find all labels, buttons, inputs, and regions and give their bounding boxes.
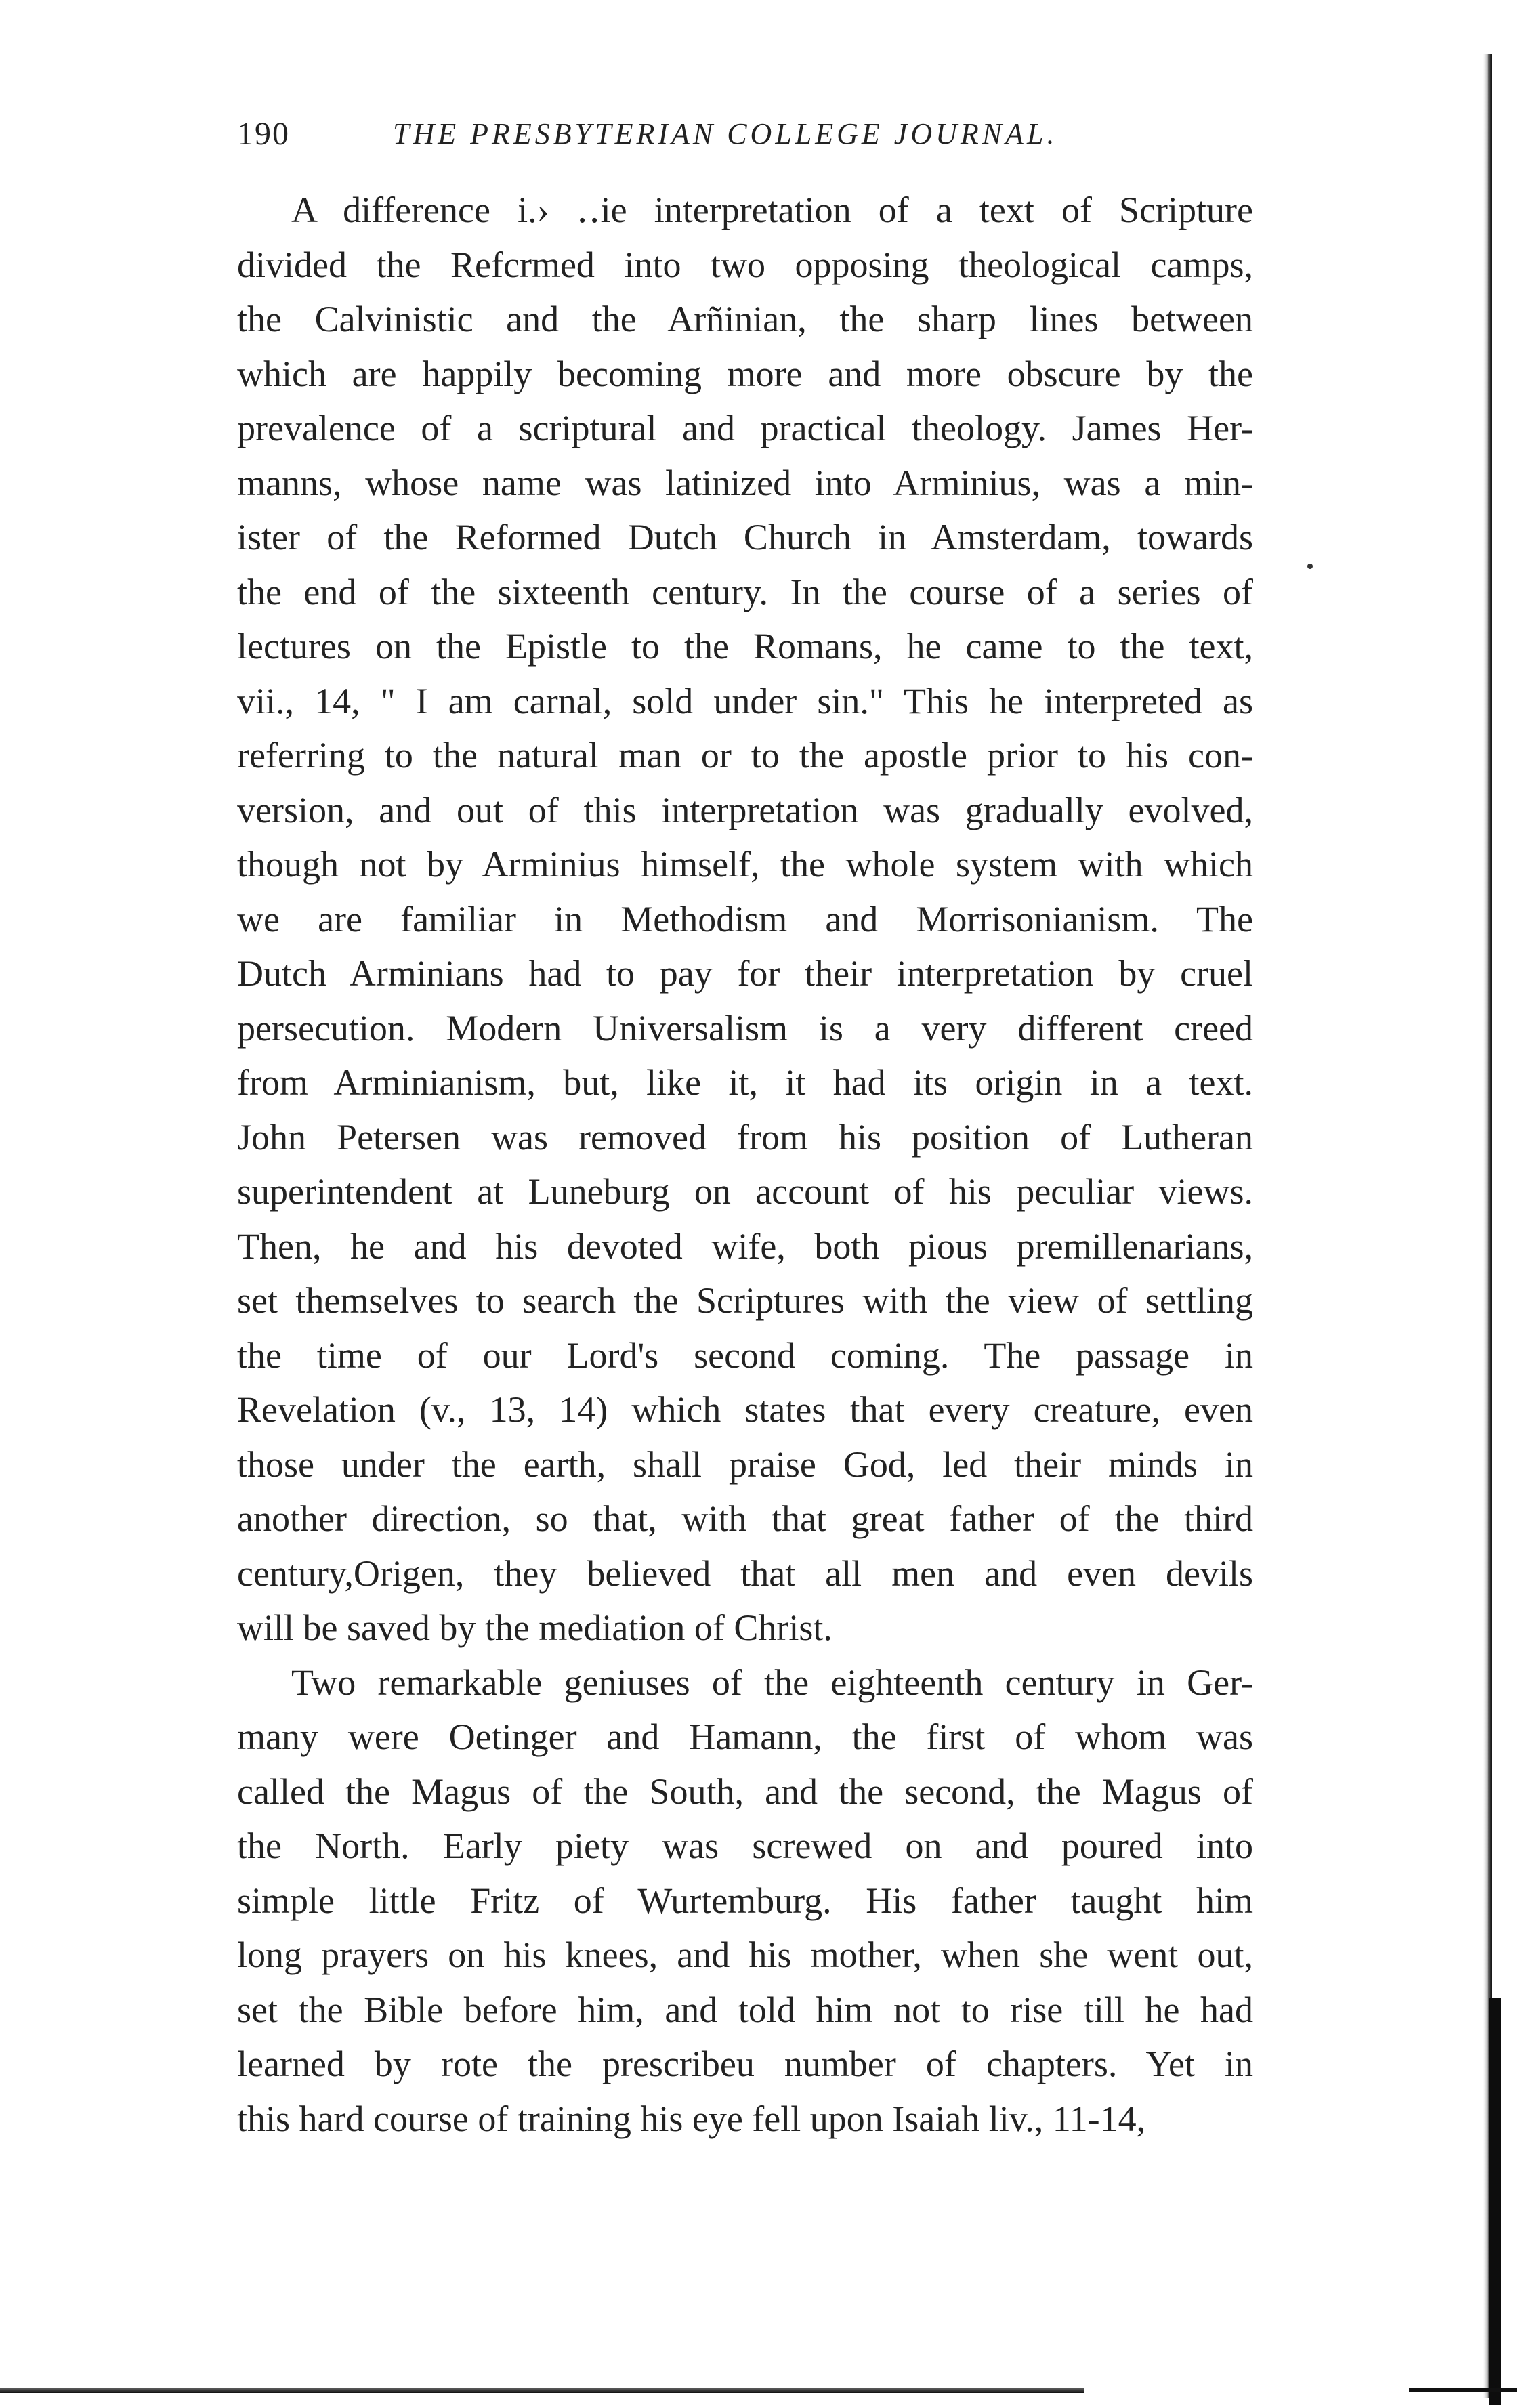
ink-dot-mark (1307, 564, 1313, 569)
text-line: century,Origen, they believed that all men and even devils (237, 1552, 1253, 1594)
text-line: persecution. Modern Universalism is a very different creed (237, 1007, 1253, 1049)
text-line: this hard course of training his eye fell upon Isaiah liv., 11-14, (237, 2098, 1146, 2139)
text-line: the Calvinistic and the Arñinian, the sharp lines between (237, 299, 1253, 339)
text-line: prevalence of a scriptural and practical theology. James Her- (237, 408, 1253, 448)
text-line: simple little Fritz of Wurtemburg. His father taught him (237, 1880, 1253, 1921)
text-line: from Arminianism, but, like it, it had its origin in a text. (237, 1062, 1253, 1103)
text-line: version, and out of this interpretation was gradually evolved, (237, 789, 1253, 830)
text-line: called the Magus of the South, and the second, the Magus of (237, 1771, 1253, 1812)
body-text (237, 183, 1253, 2146)
text-line: another direction, so that, with that great father of the third (237, 1498, 1253, 1539)
page-header (237, 115, 1287, 163)
text-line: superintendent at Luneburg on account of his peculiar views. (237, 1171, 1253, 1212)
text-line: manns, whose name was latinized into Arminius, was a min- (237, 462, 1253, 503)
text-line: many were Oetinger and Hamann, the first of whom was (237, 1716, 1253, 1757)
text-line: the North. Early piety was screwed on and poured into (237, 1825, 1253, 1866)
text-line: though not by Arminius himself, the whole system with which (237, 844, 1253, 885)
text-line: Then, he and his devoted wife, both pious premillenarians, (237, 1225, 1253, 1267)
text-line: those under the earth, shall praise God, led their minds in (237, 1443, 1253, 1485)
bottom-scan-edge-right (1409, 2388, 1517, 2392)
paragraph-1 (237, 183, 1253, 1655)
text-line: Two remarkable geniuses of the eighteenth century in Ger- (291, 1662, 1253, 1703)
text-line: Dutch Arminians had to pay for their interpretation by cruel (237, 953, 1253, 994)
text-line: ister of the Reformed Dutch Church in Amsterdam, towards (237, 517, 1253, 557)
running-title: THE PRESBYTERIAN COLLEGE JOURNAL. (393, 117, 1058, 150)
text-line: referring to the natural man or to the apostle prior to his con- (237, 735, 1253, 776)
text-line: lectures on the Epistle to the Romans, he came to the text, (237, 626, 1253, 667)
text-line: set themselves to search the Scriptures with the view of settling (237, 1280, 1253, 1321)
paragraph-2 (237, 1655, 1253, 2147)
text-line: John Petersen was removed from his position of Lutheran (237, 1116, 1253, 1158)
text-line: which are happily becoming more and more obscure by the (237, 353, 1253, 394)
bottom-scan-edge (0, 2388, 1084, 2393)
page-number: 190 (237, 116, 290, 152)
text-line: vii., 14, " I am carnal, sold under sin." This he interpreted as (237, 680, 1253, 721)
text-line: Revelation (v., 13, 14) which states that every creature, even (237, 1389, 1253, 1430)
text-line: learned by rote the prescribeu number of chapters. Yet in (237, 2044, 1253, 2084)
text-line: divided the Refcrmed into two opposing theological camps, (237, 244, 1253, 285)
text-line: long prayers on his knees, and his mother, when she went out, (237, 1935, 1253, 1975)
text-line: will be saved by the mediation of Christ. (237, 1607, 832, 1648)
text-line: the end of the sixteenth century. In the course of a series of (237, 571, 1253, 612)
binding-shadow (1489, 1998, 1501, 2405)
text-line: we are familiar in Methodism and Morrisonianism. The (237, 898, 1253, 939)
text-line: the time of our Lord's second coming. The passage in (237, 1334, 1253, 1376)
text-line: A difference i.› ‥ie interpretation of a text of Scripture (291, 190, 1253, 230)
text-line: set the Bible before him, and told him not to rise till he had (237, 1989, 1253, 2030)
